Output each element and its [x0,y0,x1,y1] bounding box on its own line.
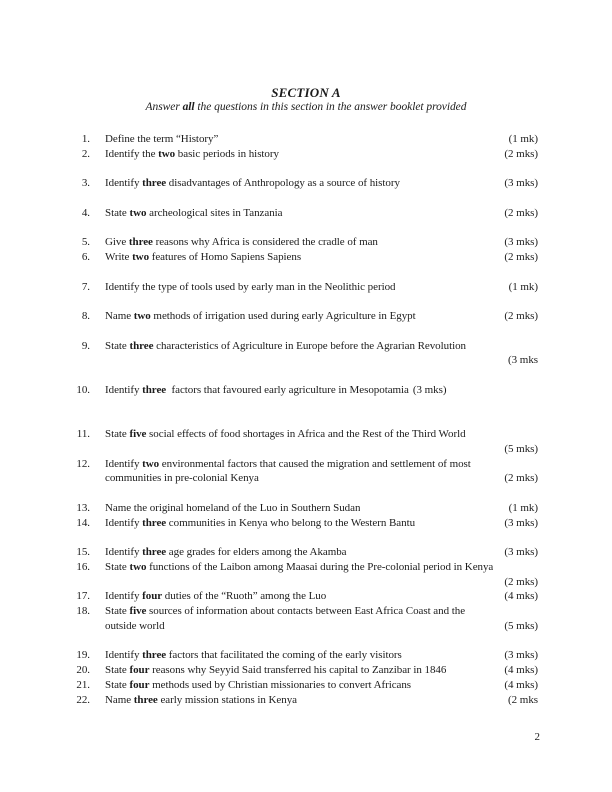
question-text [105,280,395,295]
question-text [105,457,471,472]
question-text [105,545,347,560]
question-line [105,427,538,442]
question-number: 9. [81,339,90,352]
question-keyword: five [129,428,147,440]
question-row [60,545,538,560]
question-text [105,147,279,162]
question-line [105,501,538,516]
question-text [105,560,493,575]
question-text-segment: factors that facilitated the coming of the early visitors [166,649,402,662]
question-text-segment: Identify [105,590,143,603]
question-text-segment: Name [105,310,134,322]
question-text-segment: Name [105,693,134,706]
question-line [105,235,538,250]
question-text [105,427,466,442]
question-body [105,383,538,398]
question-text-segment: State [105,206,130,219]
question-text-segment: Identify [105,516,143,529]
question-number: 3. [81,177,90,190]
question-text-segment: environmental factors that caused the migration and settlement of most [159,457,471,470]
question-line [105,560,538,575]
question-row [60,427,538,457]
question-row [60,309,538,324]
question-number: 17. [76,590,90,603]
question-line [105,648,538,663]
question-line [105,339,538,354]
question-line [105,309,538,324]
question-line [105,471,538,486]
question-row [60,604,538,634]
question-number: 12. [76,457,90,470]
question-keyword: three [133,693,158,706]
question-number: 7. [81,280,90,293]
question-body [105,176,538,191]
question-marks: (2 mks) [504,310,538,322]
question-body [105,147,538,162]
question-row [60,235,538,250]
question-row [60,589,538,604]
question-text-segment: reasons why Seyyid Said transferred his capital to Zanzibar in 1846 [149,664,447,676]
question-text [105,501,360,516]
question-marks: (3 mks) [504,649,538,662]
question-text-segment: early mission stations in Kenya [157,693,297,706]
question-text-segment: State [105,678,130,691]
question-line [105,589,538,604]
question-keyword: four [142,590,163,603]
question-body [105,678,538,693]
question-marks: (2 mks) [504,206,538,219]
question-number: 10. [76,383,90,396]
question-text [105,206,283,221]
question-keyword: two [133,310,151,322]
question-row [60,501,538,516]
question-text-segment: Identify the type of tools used by early man in the Neolithic period [105,280,396,293]
question-text-segment: State [105,339,130,352]
question-line [105,619,538,634]
question-text [105,604,465,619]
question-text-segment: Give [105,236,129,249]
question-marks: (2 mks [508,693,538,706]
question-text-segment: Identify the [105,147,159,160]
question-marks: (3 mks) [504,546,538,558]
question-text-segment: reasons why Africa is considered the cradle of man [152,236,378,249]
question-text-segment: methods of irrigation used during early Agriculture in Egypt [150,310,416,322]
question-text-segment: Identify [105,546,143,558]
question-line [105,280,538,295]
question-text-segment: State [105,428,130,440]
question-marks: (2 mks) [504,575,538,588]
question-body [105,427,538,457]
question-row [60,560,538,590]
question-text-segment: methods used by Christian missionaries to convert Africans [149,678,412,691]
question-row [60,457,538,487]
question-line [105,442,538,457]
question-text [105,589,326,604]
question-line [105,516,538,531]
question-text-segment: Define the term “History” [105,133,219,145]
question-marks: (4 mks) [504,664,538,676]
section-title: SECTION A [271,85,341,100]
question-body [105,604,538,634]
question-body [105,280,538,295]
section-instruction [0,100,612,115]
question-row [60,280,538,295]
question-number: 18. [76,605,90,617]
question-list [0,132,612,707]
question-row [60,206,538,221]
question-body [105,501,538,516]
question-row [60,693,538,708]
question-marks: (1 mk) [508,133,538,145]
question-body [105,693,538,708]
question-text-segment: social effects of food shortages in Africa and the Rest of the Third World [146,428,466,440]
question-text-segment: outside world [105,619,165,632]
question-marks: (5 mks) [504,619,538,632]
question-body [105,516,538,531]
question-marks: (3 mks) [504,177,538,190]
question-text-segment: factors that favoured early agriculture in Mesopotamia [166,383,409,396]
question-keyword: three [142,383,167,396]
question-keyword: three [142,177,167,190]
question-number: 15. [76,546,90,558]
question-number: 21. [76,678,90,691]
question-row [60,648,538,663]
question-marks: (3 mks) [412,383,447,396]
question-marks: (2 mks) [504,147,538,160]
question-body [105,132,538,147]
question-number: 8. [81,310,90,322]
question-text-segment: Identify [105,457,143,470]
question-line [105,176,538,191]
question-keyword: five [129,605,147,617]
question-row [60,147,538,162]
question-text-segment: Identify [105,177,143,190]
question-line [105,604,538,619]
question-number: 2. [81,147,90,160]
instruction-prefix: Answer [145,101,183,113]
question-marks: (1 mk) [508,280,538,293]
question-body [105,339,538,369]
question-text [105,648,402,663]
question-text-segment: Name the original homeland of the Luo in Southern Sudan [105,501,361,514]
question-row [60,176,538,191]
question-line [105,353,538,368]
question-body [105,545,538,560]
instruction-suffix: the questions in this section in the answer booklet provided [194,101,467,113]
question-number: 1. [81,133,90,145]
question-number: 6. [81,251,90,263]
question-text-segment: functions of the Laibon among Maasai during the Pre-colonial period in Kenya [146,560,494,573]
question-body [105,206,538,221]
question-marks: (2 mks) [504,472,538,485]
question-text-segment: duties of the “Ruoth” among the Luo [162,590,327,603]
question-line [105,678,538,693]
question-text [105,250,301,265]
question-text-segment: State [105,605,130,617]
question-number: 4. [81,206,90,219]
question-text-segment: State [105,664,130,676]
instruction-bold-word: all [182,101,195,113]
question-number: 13. [76,501,90,514]
question-row [60,516,538,531]
question-text [105,132,218,147]
question-text [105,176,400,191]
question-text [105,235,378,250]
question-text-segment: Identify [105,383,143,396]
question-text-segment: sources of information about contacts between East Africa Coast and the [146,605,466,617]
question-text [105,516,415,531]
question-line [105,132,538,147]
question-marks: (5 mks) [504,442,538,455]
question-number: 20. [76,664,90,676]
question-row [60,663,538,678]
question-text-segment: archeological sites in Tanzania [146,206,283,219]
question-keyword: two [132,251,150,263]
question-marks: (3 mks [508,354,538,367]
question-text-segment: State [105,560,130,573]
question-text [105,339,466,354]
question-number: 16. [76,560,90,573]
question-text-segment: Write [105,251,133,263]
question-text-segment: communities in Kenya who belong to the Western Bantu [166,516,416,529]
question-keyword: three [142,649,167,662]
question-keyword: two [129,560,147,573]
question-marks: (3 mks) [504,516,538,529]
question-marks: (2 mks) [504,251,538,263]
question-body [105,457,538,487]
question-line [105,383,538,398]
question-number: 5. [81,236,90,249]
question-row [60,339,538,369]
question-number: 19. [76,649,90,662]
question-number: 22. [76,693,90,706]
question-body [105,235,538,250]
question-keyword: three [142,516,167,529]
question-body [105,648,538,663]
question-text-segment: features of Homo Sapiens Sapiens [149,251,302,263]
question-text-segment: age grades for elders among the Akamba [166,546,347,558]
question-marks: (4 mks) [504,678,538,691]
question-keyword: two [142,457,160,470]
question-line [105,545,538,560]
question-text [105,619,165,634]
question-text [105,309,416,324]
question-body [105,663,538,678]
question-keyword: four [129,678,150,691]
question-text-segment: Identify [105,649,143,662]
question-line [105,147,538,162]
question-body [105,560,538,590]
question-number: 11. [76,428,90,440]
question-body [105,250,538,265]
question-row [60,250,538,265]
question-marks: (1 mk) [508,501,538,514]
question-text-segment: characteristics of Agriculture in Europe before the Agrarian Revolution [153,339,466,352]
page-number: 2 [534,731,540,743]
question-number: 14. [76,516,90,529]
question-body [105,589,538,604]
question-text [105,693,297,708]
question-keyword: three [129,339,154,352]
question-text [105,663,446,678]
question-keyword: two [129,206,147,219]
question-row [60,132,538,147]
question-keyword: two [158,147,176,160]
question-line [105,457,538,472]
question-keyword: three [142,546,167,558]
question-text [105,383,409,398]
question-keyword: four [129,664,150,676]
question-line [105,663,538,678]
question-line [105,575,538,590]
question-text-segment: communities in pre-colonial Kenya [105,472,259,485]
question-row [60,383,538,398]
question-body [105,309,538,324]
question-line [105,206,538,221]
question-keyword: three [128,236,153,249]
question-text [105,678,411,693]
question-line [105,250,538,265]
question-text-segment: disadvantages of Anthropology as a source of history [166,177,400,190]
question-marks: (3 mks) [504,236,538,249]
question-text-segment: basic periods in history [175,147,279,160]
question-row [60,678,538,693]
question-marks: (4 mks) [504,590,538,603]
question-line [105,693,538,708]
question-text [105,471,259,486]
